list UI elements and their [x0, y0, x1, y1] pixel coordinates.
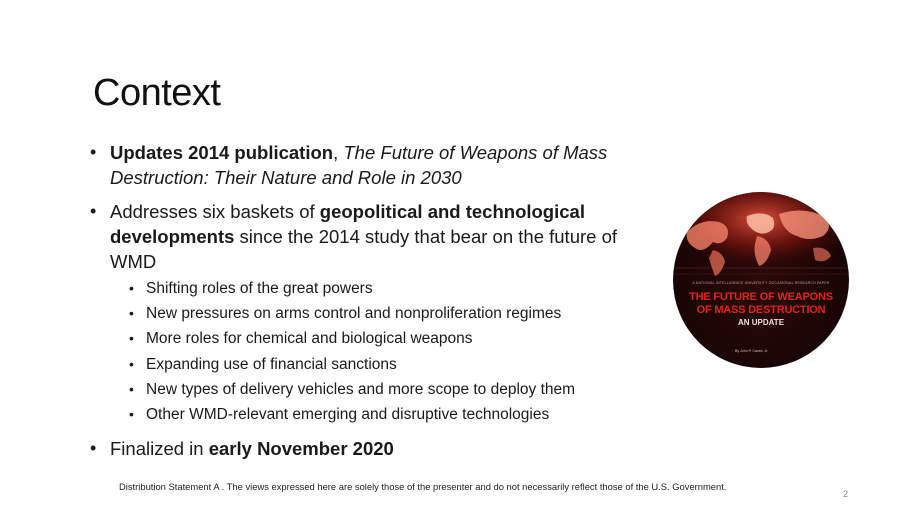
- bullet-item: [90, 140, 650, 190]
- bullet-item: [90, 199, 650, 427]
- cover-title: [673, 291, 849, 316]
- bullet-bold-text: geopolitical and technological developments: [110, 201, 585, 247]
- sub-bullet-item: • New pressures on arms control and nonproliferation regimes: [110, 301, 650, 326]
- bullet-item: [90, 436, 650, 461]
- sub-bullet-item: • Other WMD-relevant emerging and disruptive technologies: [110, 402, 650, 427]
- sub-bullet-item: • More roles for chemical and biological weapons: [110, 326, 650, 351]
- sub-bullet-item: • Shifting roles of the great powers: [110, 276, 650, 301]
- cover-subtitle: AN UPDATE: [737, 318, 785, 327]
- cover-header-text: A NATIONAL INTELLIGENCE UNIVERSITY OCCASIONAL RESEARCH PAPER: [692, 281, 830, 285]
- bullet-bold-text: early November 2020: [208, 438, 394, 460]
- cover-title-line: OF MASS DESTRUCTION: [696, 303, 826, 316]
- sub-bullet-item: • Expanding use of financial sanctions: [110, 352, 650, 377]
- bullet-separator: ,: [333, 142, 344, 163]
- slide-title: Context: [93, 72, 221, 114]
- bullet-list: [90, 140, 650, 470]
- page-number: 2: [843, 489, 849, 499]
- cover-title-line: THE FUTURE OF WEAPONS: [689, 291, 833, 303]
- bullet-text: since the 2014 study that bear on the future of WMD: [110, 226, 617, 272]
- bullet-text: Addresses six baskets of: [110, 201, 320, 222]
- publication-cover-image: [673, 192, 849, 368]
- globe-map-art: [673, 192, 849, 368]
- distribution-statement: Distribution Statement A . The views expressed here are solely those of the presenter and do not necessarily reflect those of the U.S. Government.: [119, 481, 727, 492]
- publication-title: The Future of Weapons of Mass Destruction: Their Nature and Role in 2030: [110, 142, 608, 188]
- sub-bullet-item: • New types of delivery vehicles and more scope to deploy them: [110, 377, 650, 402]
- bullet-text: Finalized in: [110, 438, 209, 460]
- bullet-bold-text: Updates 2014 publication: [110, 142, 334, 163]
- sub-bullet-list: [110, 276, 650, 427]
- cover-author: By John P. Caves, Jr.: [735, 349, 769, 353]
